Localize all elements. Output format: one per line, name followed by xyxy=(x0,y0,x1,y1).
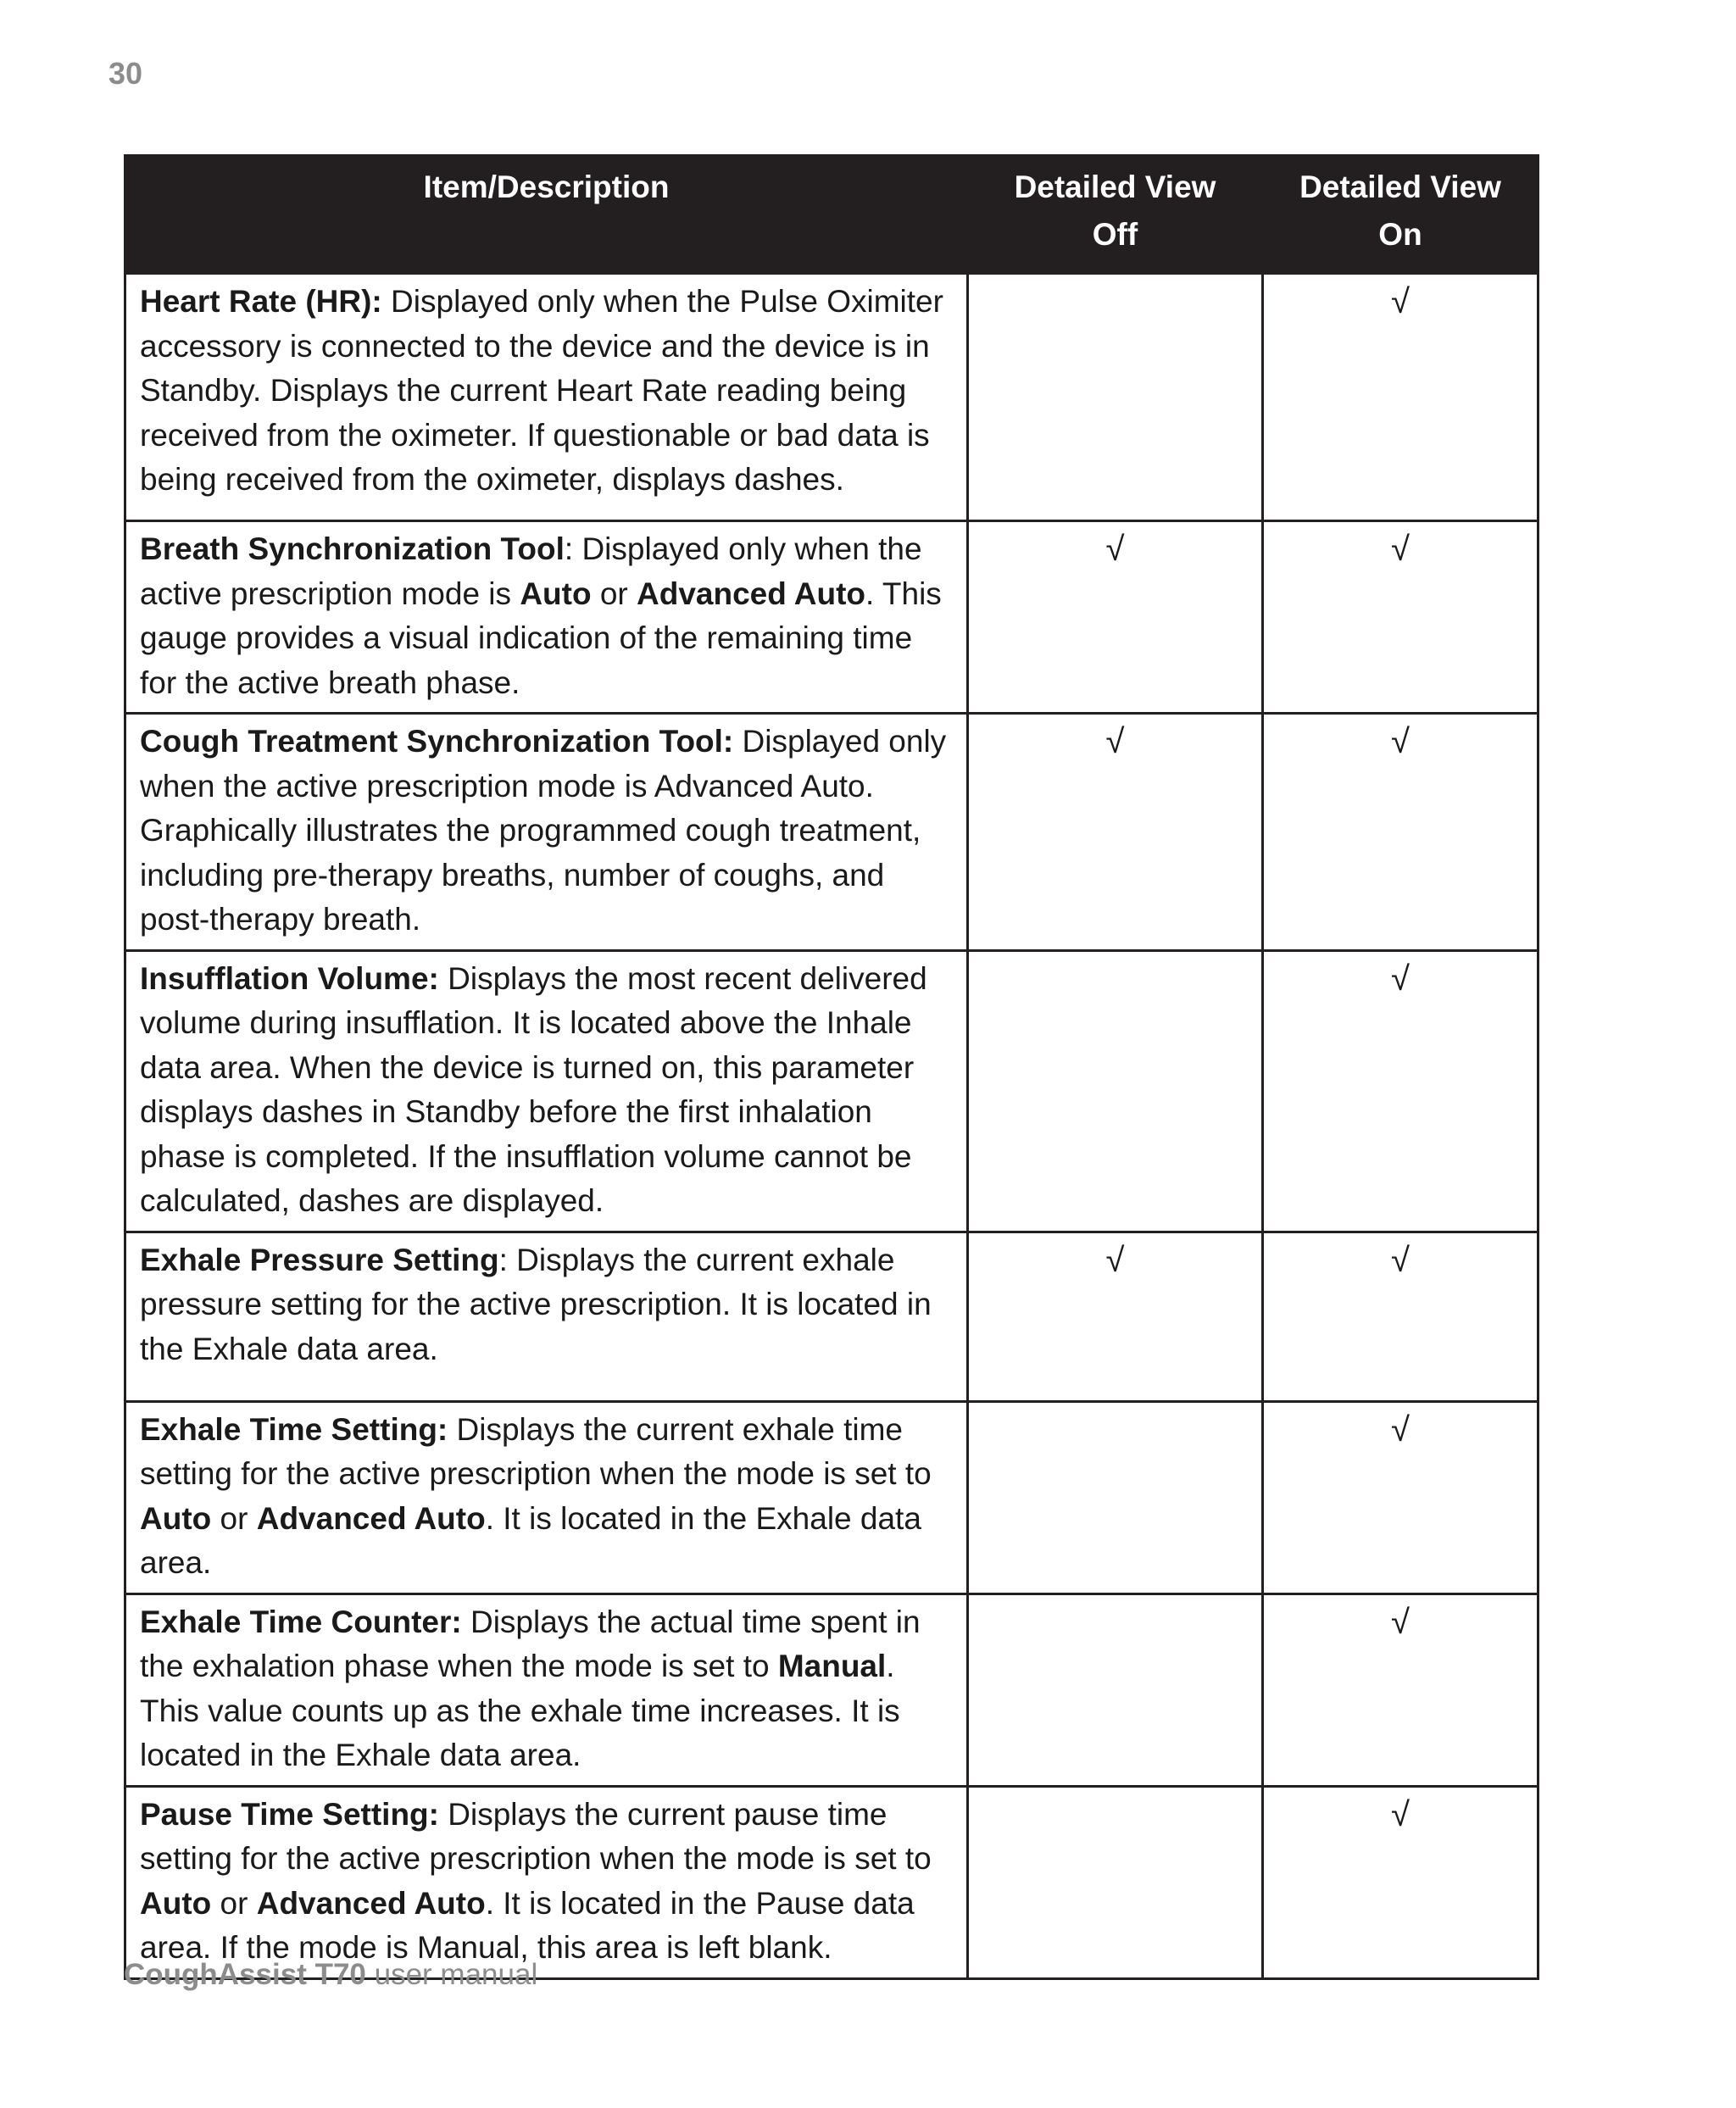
item-text: or xyxy=(591,576,637,611)
detailed-view-off-cell xyxy=(968,274,1263,521)
checkmark-icon: √ xyxy=(1105,723,1125,760)
table-body xyxy=(125,274,1538,1979)
item-emphasis: Advanced Auto xyxy=(637,576,866,611)
detailed-view-on-cell xyxy=(1263,1786,1538,1978)
detailed-view-on-cell xyxy=(1263,274,1538,521)
table-row xyxy=(125,1232,1538,1401)
item-emphasis: Auto xyxy=(140,1500,212,1536)
checkmark-icon: √ xyxy=(1105,1241,1125,1279)
item-label: Insufflation Volume: xyxy=(140,960,439,996)
table-row xyxy=(125,521,1538,714)
checkmark-icon: √ xyxy=(1391,1795,1410,1833)
item-text: : Displayed only when the active prescription mode is xyxy=(140,531,922,611)
detailed-view-off-cell xyxy=(968,1594,1263,1786)
header-off-line2: Off xyxy=(1092,217,1138,252)
item-text: Displays the actual time spent in the exhalation phase when the mode is set to xyxy=(140,1604,921,1683)
header-detailed-view-on xyxy=(1263,156,1538,274)
item-text: Displays the current pause time setting for the active prescription when the mode is set to xyxy=(140,1796,932,1876)
header-detailed-view-off xyxy=(968,156,1263,274)
item-text: : Displays the current exhale pressure setting for the active prescription. It is located in the Exhale data area. xyxy=(140,1242,932,1366)
item-text: Displayed only when the active prescription mode is Advanced Auto. Graphically illustrates the programmed cough treatment, including pre-therapy breaths, number of coughs, and post-therapy breath. xyxy=(140,724,947,937)
item-label: Exhale Pressure Setting xyxy=(140,1242,499,1277)
detailed-view-on-cell xyxy=(1263,950,1538,1232)
item-text: or xyxy=(211,1500,257,1536)
item-text: . This value counts up as the exhale time increases. It is located in the Exhale data area. xyxy=(140,1649,900,1772)
item-description-cell xyxy=(125,1232,968,1401)
checkmark-icon: √ xyxy=(1391,723,1410,760)
item-description-cell xyxy=(125,1594,968,1786)
detailed-view-on-cell xyxy=(1263,1594,1538,1786)
item-emphasis: Auto xyxy=(140,1885,212,1921)
item-text: . It is located in the Pause data area. If the mode is Manual, this area is left blank. xyxy=(140,1885,915,1965)
detailed-view-on-cell xyxy=(1263,714,1538,951)
checkmark-icon: √ xyxy=(1391,283,1410,320)
table-row xyxy=(125,1401,1538,1594)
checkmark-icon: √ xyxy=(1391,1603,1410,1641)
checkmark-icon: √ xyxy=(1391,531,1410,568)
item-label: Cough Treatment Synchronization Tool: xyxy=(140,724,734,759)
footer-suffix: user manual xyxy=(365,1958,538,1991)
table-row xyxy=(125,274,1538,521)
header-item-label: Item/Description xyxy=(423,170,670,204)
detailed-view-on-cell xyxy=(1263,1232,1538,1401)
detailed-view-off-cell xyxy=(968,521,1263,714)
item-text: . It is located in the Exhale data area. xyxy=(140,1500,921,1580)
item-text: Displays the current exhale time setting for the active prescription when the mode is set to xyxy=(140,1411,932,1491)
table-row xyxy=(125,1594,1538,1786)
item-emphasis: Advanced Auto xyxy=(256,1500,486,1536)
table-header-row xyxy=(125,156,1538,274)
header-item-description xyxy=(125,156,968,274)
checkmark-icon: √ xyxy=(1105,531,1125,568)
header-on-line2: On xyxy=(1378,217,1422,252)
item-text: Displays the most recent delivered volume during insufflation. It is located above the Inhale data area. When the device is turned on, this parameter displays dashes in Standby before the first inhalation phase is completed. If the insufflation volume cannot be calculated, dashes are displayed. xyxy=(140,960,927,1218)
detailed-view-on-cell xyxy=(1263,521,1538,714)
item-text: Displayed only when the Pulse Oximiter accessory is connected to the device and the device is in Standby. Displays the current Heart Rate reading being received from the oximeter. If questionable or bad data is being received from the oximeter, displays dashes. xyxy=(140,284,943,497)
item-description-cell xyxy=(125,1786,968,1978)
item-description-cell xyxy=(125,1401,968,1594)
item-description-cell xyxy=(125,950,968,1232)
table-row xyxy=(125,714,1538,951)
item-label: Exhale Time Setting: xyxy=(140,1411,448,1447)
item-emphasis: Manual xyxy=(777,1649,887,1683)
footer-brand: CoughAssist T70 xyxy=(124,1958,366,1991)
table-row xyxy=(125,1786,1538,1978)
item-label: Breath Synchronization Tool xyxy=(140,531,565,566)
checkmark-icon: √ xyxy=(1391,1410,1410,1449)
header-off-line1: Detailed View xyxy=(1014,170,1216,204)
item-description-cell xyxy=(125,274,968,521)
detailed-view-off-cell xyxy=(968,1232,1263,1401)
item-emphasis: Auto xyxy=(520,576,592,611)
item-text: . This gauge provides a visual indication of the remaining time for the active breath phase. xyxy=(140,576,942,700)
table-row xyxy=(125,950,1538,1232)
item-label: Heart Rate (HR): xyxy=(140,284,382,319)
footer xyxy=(124,1958,537,1992)
item-text: or xyxy=(211,1885,257,1921)
detailed-view-on-cell xyxy=(1263,1401,1538,1594)
item-description-cell xyxy=(125,521,968,714)
page-number: 30 xyxy=(108,56,143,91)
detailed-view-off-cell xyxy=(968,1786,1263,1978)
feature-table xyxy=(124,154,1539,1980)
item-label: Exhale Time Counter: xyxy=(140,1604,462,1639)
checkmark-icon: √ xyxy=(1391,959,1410,998)
item-emphasis: Advanced Auto xyxy=(256,1885,486,1921)
detailed-view-off-cell xyxy=(968,950,1263,1232)
checkmark-icon: √ xyxy=(1391,1241,1410,1279)
detailed-view-off-cell xyxy=(968,714,1263,951)
header-on-line1: Detailed View xyxy=(1299,170,1501,204)
detailed-view-off-cell xyxy=(968,1401,1263,1594)
item-label: Pause Time Setting: xyxy=(140,1796,439,1832)
item-description-cell xyxy=(125,714,968,951)
